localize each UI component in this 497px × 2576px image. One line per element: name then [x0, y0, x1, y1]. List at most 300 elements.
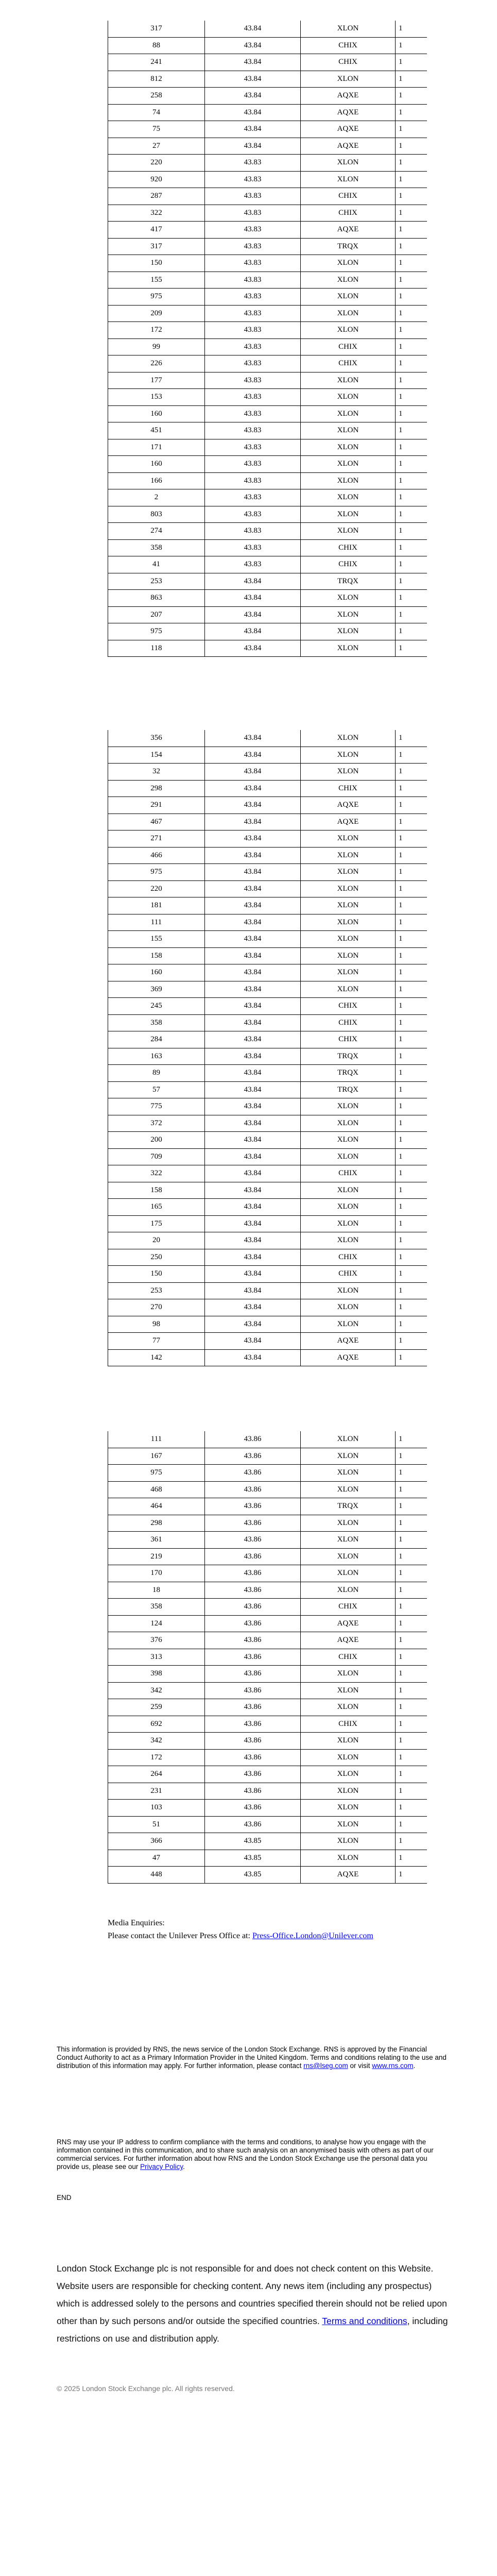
- venue-cell: XLON: [301, 931, 396, 948]
- venue-cell: XLON: [301, 1749, 396, 1766]
- table-row: [108, 188, 427, 205]
- price-cell: 43.84: [205, 1232, 301, 1249]
- time-cell: 1: [396, 472, 427, 489]
- price-cell: 43.86: [205, 1548, 301, 1565]
- time-cell: 1: [396, 1481, 427, 1498]
- venue-cell: CHIX: [301, 539, 396, 556]
- venue-cell: XLON: [301, 1582, 396, 1599]
- table-row: [108, 338, 427, 355]
- venue-cell: XLON: [301, 1465, 396, 1482]
- rns-website-link[interactable]: www.rns.com: [372, 2062, 414, 2070]
- time-cell: 1: [396, 1448, 427, 1465]
- volume-cell: 171: [108, 439, 205, 456]
- table-row: [108, 422, 427, 439]
- time-cell: 1: [396, 54, 427, 71]
- time-cell: 1: [396, 1867, 427, 1884]
- volume-cell: 165: [108, 1199, 205, 1216]
- venue-cell: CHIX: [301, 37, 396, 54]
- price-cell: 43.86: [205, 1716, 301, 1733]
- volume-cell: 322: [108, 205, 205, 222]
- volume-cell: 358: [108, 1599, 205, 1616]
- price-cell: 43.84: [205, 1199, 301, 1216]
- price-cell: 43.84: [205, 1014, 301, 1031]
- venue-cell: TRQX: [301, 1498, 396, 1515]
- venue-cell: XLON: [301, 1282, 396, 1299]
- venue-cell: XLON: [301, 880, 396, 897]
- time-cell: 1: [396, 1800, 427, 1817]
- table-row: [108, 389, 427, 406]
- price-cell: 43.84: [205, 88, 301, 105]
- media-contact: Please contact the Unilever Press Office at: Press-Office.London@Unilever.com: [108, 1931, 373, 1940]
- time-cell: 1: [396, 1115, 427, 1132]
- price-cell: 43.84: [205, 880, 301, 897]
- venue-cell: XLON: [301, 1115, 396, 1132]
- volume-cell: 270: [108, 1299, 205, 1316]
- volume-cell: 166: [108, 472, 205, 489]
- volume-cell: 207: [108, 606, 205, 623]
- table-row: [108, 1132, 427, 1149]
- venue-cell: XLON: [301, 947, 396, 964]
- venue-cell: XLON: [301, 71, 396, 88]
- table-row: [108, 472, 427, 489]
- time-cell: 1: [396, 238, 427, 255]
- table-row: [108, 556, 427, 573]
- volume-cell: 812: [108, 71, 205, 88]
- time-cell: 1: [396, 1599, 427, 1616]
- price-cell: 43.84: [205, 1333, 301, 1350]
- venue-cell: XLON: [301, 914, 396, 931]
- table-row: [108, 104, 427, 121]
- price-cell: 43.83: [205, 238, 301, 255]
- volume-cell: 150: [108, 1266, 205, 1283]
- volume-cell: 692: [108, 1716, 205, 1733]
- table-row: [108, 1266, 427, 1283]
- price-cell: 43.84: [205, 1098, 301, 1115]
- price-cell: 43.84: [205, 54, 301, 71]
- table-row: [108, 1215, 427, 1232]
- table-row: [108, 1699, 427, 1716]
- price-cell: 43.86: [205, 1448, 301, 1465]
- volume-cell: 47: [108, 1850, 205, 1867]
- venue-cell: XLON: [301, 1800, 396, 1817]
- time-cell: 1: [396, 831, 427, 848]
- venue-cell: CHIX: [301, 1266, 396, 1283]
- time-cell: 1: [396, 1148, 427, 1165]
- price-cell: 43.84: [205, 1249, 301, 1266]
- venue-cell: AQXE: [301, 1632, 396, 1649]
- time-cell: 1: [396, 1232, 427, 1249]
- time-cell: 1: [396, 255, 427, 272]
- time-cell: 1: [396, 981, 427, 998]
- volume-cell: 142: [108, 1349, 205, 1366]
- volume-cell: 287: [108, 188, 205, 205]
- price-cell: 43.84: [205, 947, 301, 964]
- price-cell: 43.84: [205, 814, 301, 831]
- price-cell: 43.83: [205, 338, 301, 355]
- volume-cell: 2: [108, 489, 205, 506]
- venue-cell: XLON: [301, 1132, 396, 1149]
- volume-cell: 27: [108, 138, 205, 155]
- table-row: [108, 1682, 427, 1699]
- table-row: [108, 1098, 427, 1115]
- time-cell: 1: [396, 1833, 427, 1850]
- price-cell: 43.84: [205, 1031, 301, 1048]
- table-row: [108, 305, 427, 322]
- table-row: [108, 1333, 427, 1350]
- venue-cell: XLON: [301, 506, 396, 523]
- table-row: [108, 981, 427, 998]
- venue-cell: XLON: [301, 389, 396, 406]
- volume-cell: 209: [108, 305, 205, 322]
- time-cell: 1: [396, 222, 427, 239]
- table-row: [108, 1249, 427, 1266]
- time-cell: 1: [396, 1031, 427, 1048]
- time-cell: 1: [396, 456, 427, 473]
- price-cell: 43.86: [205, 1766, 301, 1783]
- price-cell: 43.84: [205, 864, 301, 881]
- venue-cell: XLON: [301, 1699, 396, 1716]
- time-cell: 1: [396, 1299, 427, 1316]
- price-cell: 43.84: [205, 1115, 301, 1132]
- venue-cell: CHIX: [301, 54, 396, 71]
- price-cell: 43.84: [205, 138, 301, 155]
- volume-cell: 32: [108, 764, 205, 781]
- price-cell: 43.83: [205, 155, 301, 172]
- volume-cell: 863: [108, 590, 205, 607]
- price-cell: 43.86: [205, 1515, 301, 1532]
- venue-cell: XLON: [301, 590, 396, 607]
- table-row: [108, 880, 427, 897]
- table-row: [108, 238, 427, 255]
- venue-cell: CHIX: [301, 205, 396, 222]
- price-cell: 43.83: [205, 372, 301, 389]
- time-cell: 1: [396, 623, 427, 640]
- table-row: [108, 1565, 427, 1582]
- price-cell: 43.86: [205, 1498, 301, 1515]
- volume-cell: 220: [108, 155, 205, 172]
- volume-cell: 124: [108, 1615, 205, 1632]
- table-row: [108, 1666, 427, 1683]
- time-cell: 1: [396, 590, 427, 607]
- price-cell: 43.85: [205, 1867, 301, 1884]
- venue-cell: XLON: [301, 1481, 396, 1498]
- table-row: [108, 814, 427, 831]
- table-row: [108, 964, 427, 981]
- volume-cell: 160: [108, 964, 205, 981]
- volume-cell: 57: [108, 1081, 205, 1098]
- price-cell: 43.86: [205, 1565, 301, 1582]
- venue-cell: AQXE: [301, 1333, 396, 1350]
- volume-cell: 160: [108, 405, 205, 422]
- volume-cell: 291: [108, 797, 205, 814]
- volume-cell: 89: [108, 1065, 205, 1082]
- price-cell: 43.86: [205, 1749, 301, 1766]
- venue-cell: XLON: [301, 255, 396, 272]
- time-cell: 1: [396, 1048, 427, 1065]
- venue-cell: CHIX: [301, 998, 396, 1015]
- volume-cell: 358: [108, 1014, 205, 1031]
- price-cell: 43.83: [205, 506, 301, 523]
- copyright-notice: © 2025 London Stock Exchange plc. All rights reserved.: [57, 2384, 235, 2393]
- time-cell: 1: [396, 1649, 427, 1666]
- venue-cell: CHIX: [301, 1249, 396, 1266]
- time-cell: 1: [396, 1199, 427, 1216]
- venue-cell: TRQX: [301, 573, 396, 590]
- table-row: [108, 138, 427, 155]
- volume-cell: 775: [108, 1098, 205, 1115]
- venue-cell: XLON: [301, 1448, 396, 1465]
- time-cell: 1: [396, 71, 427, 88]
- volume-cell: 468: [108, 1481, 205, 1498]
- table-row: [108, 606, 427, 623]
- time-cell: 1: [396, 272, 427, 289]
- time-cell: 1: [396, 1081, 427, 1098]
- table-row: [108, 71, 427, 88]
- table-row: [108, 171, 427, 188]
- volume-cell: 167: [108, 1448, 205, 1465]
- table-row: [108, 1649, 427, 1666]
- table-row: [108, 747, 427, 764]
- price-cell: 43.83: [205, 472, 301, 489]
- venue-cell: CHIX: [301, 1716, 396, 1733]
- table-row: [108, 1582, 427, 1599]
- table-row: [108, 37, 427, 54]
- table-row: [108, 155, 427, 172]
- venue-cell: XLON: [301, 1215, 396, 1232]
- venue-cell: AQXE: [301, 121, 396, 138]
- venue-cell: XLON: [301, 1833, 396, 1850]
- venue-cell: XLON: [301, 322, 396, 339]
- venue-cell: CHIX: [301, 556, 396, 573]
- price-cell: 43.86: [205, 1431, 301, 1448]
- volume-cell: 20: [108, 1232, 205, 1249]
- volume-cell: 153: [108, 389, 205, 406]
- table-row: [108, 1165, 427, 1182]
- volume-cell: 322: [108, 1165, 205, 1182]
- price-cell: 43.85: [205, 1850, 301, 1867]
- time-cell: 1: [396, 1816, 427, 1833]
- venue-cell: XLON: [301, 1532, 396, 1549]
- time-cell: 1: [396, 523, 427, 540]
- price-cell: 43.84: [205, 964, 301, 981]
- price-cell: 43.84: [205, 1065, 301, 1082]
- venue-cell: TRQX: [301, 1081, 396, 1098]
- volume-cell: 356: [108, 730, 205, 747]
- time-cell: 1: [396, 389, 427, 406]
- time-cell: 1: [396, 155, 427, 172]
- volume-cell: 274: [108, 523, 205, 540]
- table-row: [108, 780, 427, 797]
- table-row: [108, 998, 427, 1015]
- table-row: [108, 439, 427, 456]
- price-cell: 43.86: [205, 1666, 301, 1683]
- time-cell: 1: [396, 573, 427, 590]
- venue-cell: XLON: [301, 1565, 396, 1582]
- volume-cell: 253: [108, 1282, 205, 1299]
- table-row: [108, 1783, 427, 1800]
- time-cell: 1: [396, 104, 427, 121]
- time-cell: 1: [396, 439, 427, 456]
- time-cell: 1: [396, 880, 427, 897]
- media-heading: Media Enquiries:: [108, 1919, 165, 1927]
- time-cell: 1: [396, 1182, 427, 1199]
- volume-cell: 41: [108, 556, 205, 573]
- table-row: [108, 1867, 427, 1884]
- volume-cell: 398: [108, 1666, 205, 1683]
- volume-cell: 241: [108, 54, 205, 71]
- time-cell: 1: [396, 1548, 427, 1565]
- volume-cell: 975: [108, 289, 205, 306]
- table-row: [108, 1548, 427, 1565]
- table-row: [108, 1766, 427, 1783]
- venue-cell: XLON: [301, 523, 396, 540]
- venue-cell: XLON: [301, 1232, 396, 1249]
- price-cell: 43.83: [205, 539, 301, 556]
- price-cell: 43.84: [205, 640, 301, 657]
- volume-cell: 99: [108, 338, 205, 355]
- price-cell: 43.86: [205, 1800, 301, 1817]
- venue-cell: XLON: [301, 171, 396, 188]
- rns-email-link[interactable]: rns@lseg.com: [303, 2062, 348, 2070]
- volume-cell: 118: [108, 640, 205, 657]
- price-cell: 43.84: [205, 21, 301, 37]
- price-cell: 43.83: [205, 556, 301, 573]
- volume-cell: 376: [108, 1632, 205, 1649]
- venue-cell: AQXE: [301, 814, 396, 831]
- volume-cell: 172: [108, 322, 205, 339]
- trade-table-2: [108, 730, 427, 1366]
- volume-cell: 317: [108, 238, 205, 255]
- price-cell: 43.84: [205, 1349, 301, 1366]
- time-cell: 1: [396, 764, 427, 781]
- time-cell: 1: [396, 1098, 427, 1115]
- volume-cell: 709: [108, 1148, 205, 1165]
- volume-cell: 466: [108, 847, 205, 864]
- table-row: [108, 931, 427, 948]
- venue-cell: CHIX: [301, 188, 396, 205]
- price-cell: 43.86: [205, 1699, 301, 1716]
- price-cell: 43.84: [205, 37, 301, 54]
- venue-cell: AQXE: [301, 1349, 396, 1366]
- trade-table-1: [108, 21, 427, 657]
- table-row: [108, 1481, 427, 1498]
- volume-cell: 111: [108, 914, 205, 931]
- media-enquiries: [108, 1917, 478, 1942]
- table-row: [108, 489, 427, 506]
- venue-cell: XLON: [301, 1316, 396, 1333]
- volume-cell: 313: [108, 1649, 205, 1666]
- price-cell: 43.86: [205, 1465, 301, 1482]
- table-row: [108, 1065, 427, 1082]
- time-cell: 1: [396, 372, 427, 389]
- press-office-email-link[interactable]: Press-Office.London@Unilever.com: [252, 1931, 373, 1940]
- table-row: [108, 764, 427, 781]
- table-row: [108, 1031, 427, 1048]
- volume-cell: 175: [108, 1215, 205, 1232]
- rns-info-paragraph: This information is provided by RNS, the news service of the London Stock Exchange. RNS is approved by the Financial Conduct Authority to act as a Primary Information Provider in the United Kingdom. Terms and conditions relating to the use and distribution of this information may apply. For further information, please contact rns@lseg.com or visit www.rns.com.: [57, 2045, 447, 2070]
- volume-cell: 155: [108, 931, 205, 948]
- price-cell: 43.84: [205, 931, 301, 948]
- price-cell: 43.83: [205, 405, 301, 422]
- terms-and-conditions-link[interactable]: Terms and conditions: [322, 2316, 407, 2326]
- volume-cell: 51: [108, 1816, 205, 1833]
- venue-cell: XLON: [301, 831, 396, 848]
- volume-cell: 975: [108, 623, 205, 640]
- table-row: [108, 640, 427, 657]
- table-row: [108, 864, 427, 881]
- volume-cell: 158: [108, 947, 205, 964]
- table-row: [108, 1431, 427, 1448]
- time-cell: 1: [396, 37, 427, 54]
- venue-cell: XLON: [301, 747, 396, 764]
- venue-cell: CHIX: [301, 355, 396, 372]
- venue-cell: TRQX: [301, 1048, 396, 1065]
- time-cell: 1: [396, 847, 427, 864]
- volume-cell: 74: [108, 104, 205, 121]
- time-cell: 1: [396, 405, 427, 422]
- volume-cell: 464: [108, 1498, 205, 1515]
- volume-cell: 155: [108, 272, 205, 289]
- venue-cell: XLON: [301, 1431, 396, 1448]
- price-cell: 43.83: [205, 422, 301, 439]
- table-row: [108, 405, 427, 422]
- price-cell: 43.83: [205, 439, 301, 456]
- volume-cell: 298: [108, 780, 205, 797]
- privacy-policy-link[interactable]: Privacy Policy: [140, 2163, 183, 2171]
- venue-cell: XLON: [301, 1199, 396, 1216]
- time-cell: 1: [396, 21, 427, 37]
- time-cell: 1: [396, 289, 427, 306]
- table-row: [108, 272, 427, 289]
- time-cell: 1: [396, 1431, 427, 1448]
- table-row: [108, 54, 427, 71]
- volume-cell: 158: [108, 1182, 205, 1199]
- time-cell: 1: [396, 914, 427, 931]
- price-cell: 43.83: [205, 389, 301, 406]
- volume-cell: 358: [108, 539, 205, 556]
- price-cell: 43.84: [205, 764, 301, 781]
- price-cell: 43.85: [205, 1833, 301, 1850]
- time-cell: 1: [396, 1165, 427, 1182]
- venue-cell: XLON: [301, 897, 396, 914]
- table-row: [108, 1599, 427, 1616]
- time-cell: 1: [396, 1014, 427, 1031]
- table-row: [108, 1632, 427, 1649]
- venue-cell: XLON: [301, 289, 396, 306]
- price-cell: 43.86: [205, 1615, 301, 1632]
- table-row: [108, 205, 427, 222]
- venue-cell: XLON: [301, 472, 396, 489]
- price-cell: 43.84: [205, 847, 301, 864]
- volume-cell: 372: [108, 1115, 205, 1132]
- time-cell: 1: [396, 422, 427, 439]
- time-cell: 1: [396, 1532, 427, 1549]
- venue-cell: XLON: [301, 847, 396, 864]
- table-row: [108, 506, 427, 523]
- time-cell: 1: [396, 1266, 427, 1283]
- volume-cell: 451: [108, 422, 205, 439]
- price-cell: 43.86: [205, 1532, 301, 1549]
- time-cell: 1: [396, 780, 427, 797]
- price-cell: 43.84: [205, 104, 301, 121]
- price-cell: 43.84: [205, 1165, 301, 1182]
- table-row: [108, 1498, 427, 1515]
- table-row: [108, 947, 427, 964]
- venue-cell: CHIX: [301, 1599, 396, 1616]
- volume-cell: 181: [108, 897, 205, 914]
- time-cell: 1: [396, 188, 427, 205]
- price-cell: 43.83: [205, 188, 301, 205]
